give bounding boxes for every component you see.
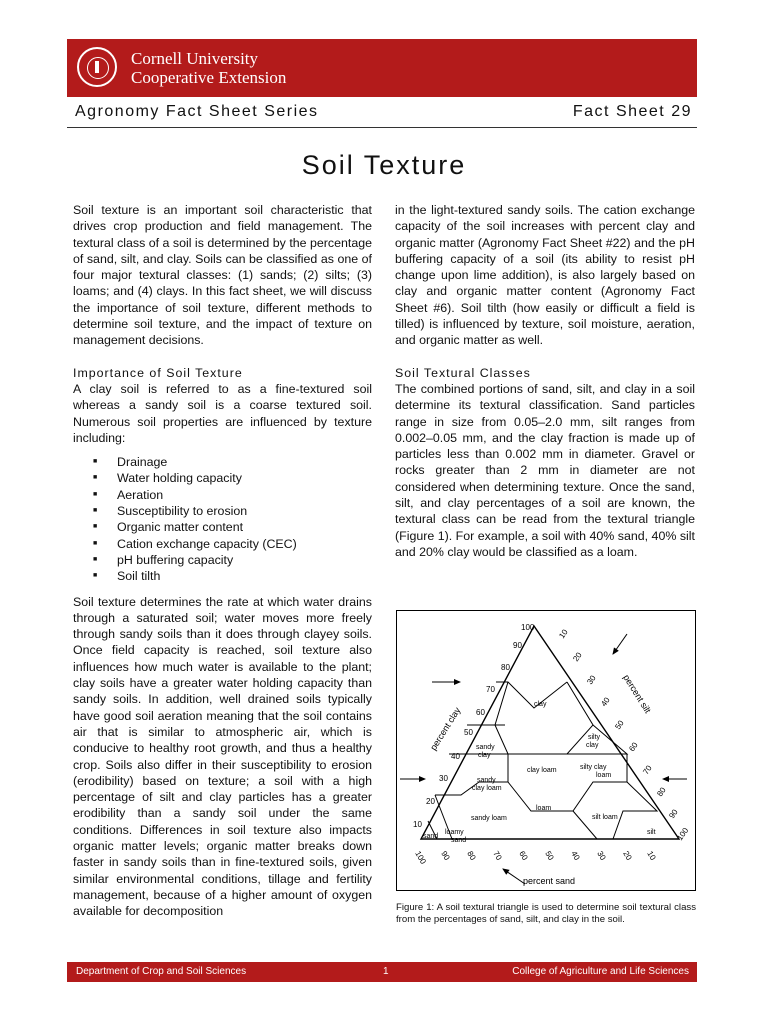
region-sandy-clay: sandy <box>476 744 495 751</box>
clay-tick: 90 <box>513 641 522 650</box>
footer-department: Department of Crop and Soil Sciences <box>76 966 247 977</box>
axis-label-percent-clay: percent clay <box>428 705 463 753</box>
sand-tick: 90 <box>439 849 452 862</box>
drainage-paragraph: Soil texture determines the rate at which water drains through a saturated soil; water moves more freely through sandy soils than it does through clayey soils. Once field capacity is reached, soil texture also influences how much water is available to the plant; clay soils have a greater water holding capacity than sandy soils. In addition, well drained soils typically have good soil aeration meaning that the soil contains air that is similar to atmospheric air, which is conducive to healthy root growth, and thus a healthy crop. Soils also differ in their susceptibility to erosion (erodibility) based on texture; a soil with a high percentage of silt and clay particles has a greater erodibility than a sandy soil under the same conditions. Differences in soil texture also impacts organic matter levels; organic matter breaks down faster in sandy soils than in fine-textured soils, given similar environmental conditions, tillage and fertility management, because of a higher amount of oxygen available for decomposition <box>73 594 372 919</box>
silt-tick: 20 <box>571 650 584 664</box>
intro-paragraph: Soil texture is an important soil characteristic that drives crop production and field management. The textural class of a soil is determined by the percentage of sand, silt, and clay. Soils can be classified as one of four major textural classes: (1) sands; (2) silts; (3) loams; and (4) clays. In this fact sheet, we will discuss the importance of soil texture, different methods to determine soil texture, and the impact of texture on management decisions. <box>73 203 372 348</box>
footer-bar <box>67 962 697 982</box>
region-loamy-sand: sand <box>451 837 467 844</box>
clay-tick: 50 <box>464 728 473 737</box>
silt-tick: 10 <box>557 627 570 641</box>
region-silt-loam: silt loam <box>592 814 618 821</box>
region-sandy-clay-loam: sandy <box>477 777 496 784</box>
silt-tick: 70 <box>641 763 654 777</box>
list-item: ■ Soil tilth <box>93 568 372 584</box>
list-item: ■ Water holding capacity <box>93 470 372 486</box>
clay-tick: 40 <box>451 752 460 761</box>
textural-triangle-figure <box>396 610 696 891</box>
right-column <box>395 202 695 560</box>
sand-direction-arrow <box>503 869 525 884</box>
silt-tick: 30 <box>585 673 598 687</box>
page-title: Soil Texture <box>301 150 467 180</box>
clay-tick: 80 <box>501 663 510 672</box>
org-name-line2: Cooperative Extension <box>131 68 287 87</box>
section-heading-classes: Soil Textural Classes <box>395 365 531 380</box>
org-name-line1: Cornell University <box>131 49 259 68</box>
clay-tick: 100 <box>521 623 535 632</box>
section-heading-importance: Importance of Soil Texture <box>73 365 243 380</box>
sand-tick: 80 <box>465 849 478 862</box>
clay-tick: 10 <box>413 820 422 829</box>
sand-tick: 100 <box>413 849 428 866</box>
axis-label-percent-silt: percent silt <box>621 672 653 715</box>
sand-tick: 10 <box>645 849 658 862</box>
list-item: ■ Cation exchange capacity (CEC) <box>93 536 372 552</box>
classes-paragraph: The combined portions of sand, silt, and clay in a soil determine its textural classification. Sand particles range in size from 0.05–2.0 mm, silt ranges from 0.002–0.05 mm, and the clay fraction is made up of particles less than 0.002 mm in diameter. Gravel or rocks greater than 2 mm in diameter are not considered when determining texture. Once the sand, silt, and clay percentages of a soil are known, the textural class can be read from the textural triangle (Figure 1). For example, a soil with 40% sand, 40% silt and 20% clay would be classified as a loam. <box>395 381 695 559</box>
sand-tick: 30 <box>595 849 608 862</box>
region-sand: sand <box>423 833 439 840</box>
series-title: Agronomy Fact Sheet Series <box>75 103 319 120</box>
region-sandy-loam: sandy loam <box>471 815 507 822</box>
silt-tick: 40 <box>599 695 612 709</box>
cornell-seal-icon <box>77 47 117 87</box>
region-loam: loam <box>536 805 552 812</box>
footer-college: College of Agriculture and Life Sciences <box>512 966 689 977</box>
sand-tick: 60 <box>517 849 530 862</box>
header-bar <box>67 39 697 97</box>
list-item: ■ Drainage <box>93 454 372 470</box>
silt-tick: 90 <box>667 807 680 821</box>
region-loamy-sand: loamy <box>445 829 464 836</box>
region-sandy-clay-loam: clay loam <box>472 785 502 792</box>
continuation-paragraph: in the light-textured sandy soils. The cation exchange capacity of the soil increases with percent clay and organic matter (Agronomy Fact Sheet #22) and the pH buffering capacity of a soil (its ability to resist pH change upon lime addition), is also largely based on clay and organic matter content (Agronomy Fact Sheet #6). Soil tilth (how easily or difficult a field is tilled) is influenced by texture, soil moisture, aeration, and organic matter as well. <box>395 203 695 348</box>
figure-caption: Figure 1: A soil textural triangle is used to determine soil textural class from the percentages of sand, silt, and clay in the soil. <box>396 902 696 925</box>
importance-paragraph: A clay soil is referred to as a fine-textured soil whereas a sandy soil is a coarse textured soil. Numerous soil properties are influenced by texture including: <box>73 381 372 445</box>
region-silt: silt <box>647 829 656 836</box>
region-sandy-clay: clay <box>478 752 491 759</box>
sand-tick: 70 <box>491 849 504 862</box>
region-silty-clay: silty <box>588 734 601 741</box>
list-item: ■ Susceptibility to erosion <box>93 503 372 519</box>
silt-tick: 60 <box>627 740 640 754</box>
silt-tick: 100 <box>675 826 691 843</box>
list-item: ■ Organic matter content <box>93 519 372 535</box>
list-item: ■ Aeration <box>93 487 372 503</box>
region-clay-loam: clay loam <box>527 767 557 774</box>
sand-tick: 40 <box>569 849 582 862</box>
sand-tick: 50 <box>543 849 556 862</box>
sand-tick: 20 <box>621 849 634 862</box>
silt-tick: 50 <box>613 718 626 732</box>
page-number: 1 <box>383 966 389 977</box>
fact-sheet-number: Fact Sheet 29 <box>572 103 692 120</box>
header-rule <box>67 127 697 128</box>
silt-direction-arrow <box>613 634 627 654</box>
texture-properties-list <box>93 454 372 584</box>
silt-tick: 80 <box>655 785 668 799</box>
region-clay: clay <box>534 701 547 708</box>
list-item: ■ pH buffering capacity <box>93 552 372 568</box>
clay-tick: 60 <box>476 708 485 717</box>
clay-tick: 20 <box>426 797 435 806</box>
region-silty-clay-loam: loam <box>596 772 612 779</box>
left-column <box>73 202 372 919</box>
region-silty-clay-loam: silty clay <box>580 764 607 771</box>
clay-tick: 70 <box>486 685 495 694</box>
axis-label-percent-sand: percent sand <box>523 876 576 886</box>
region-silty-clay: clay <box>586 742 599 749</box>
clay-tick: 30 <box>439 774 448 783</box>
